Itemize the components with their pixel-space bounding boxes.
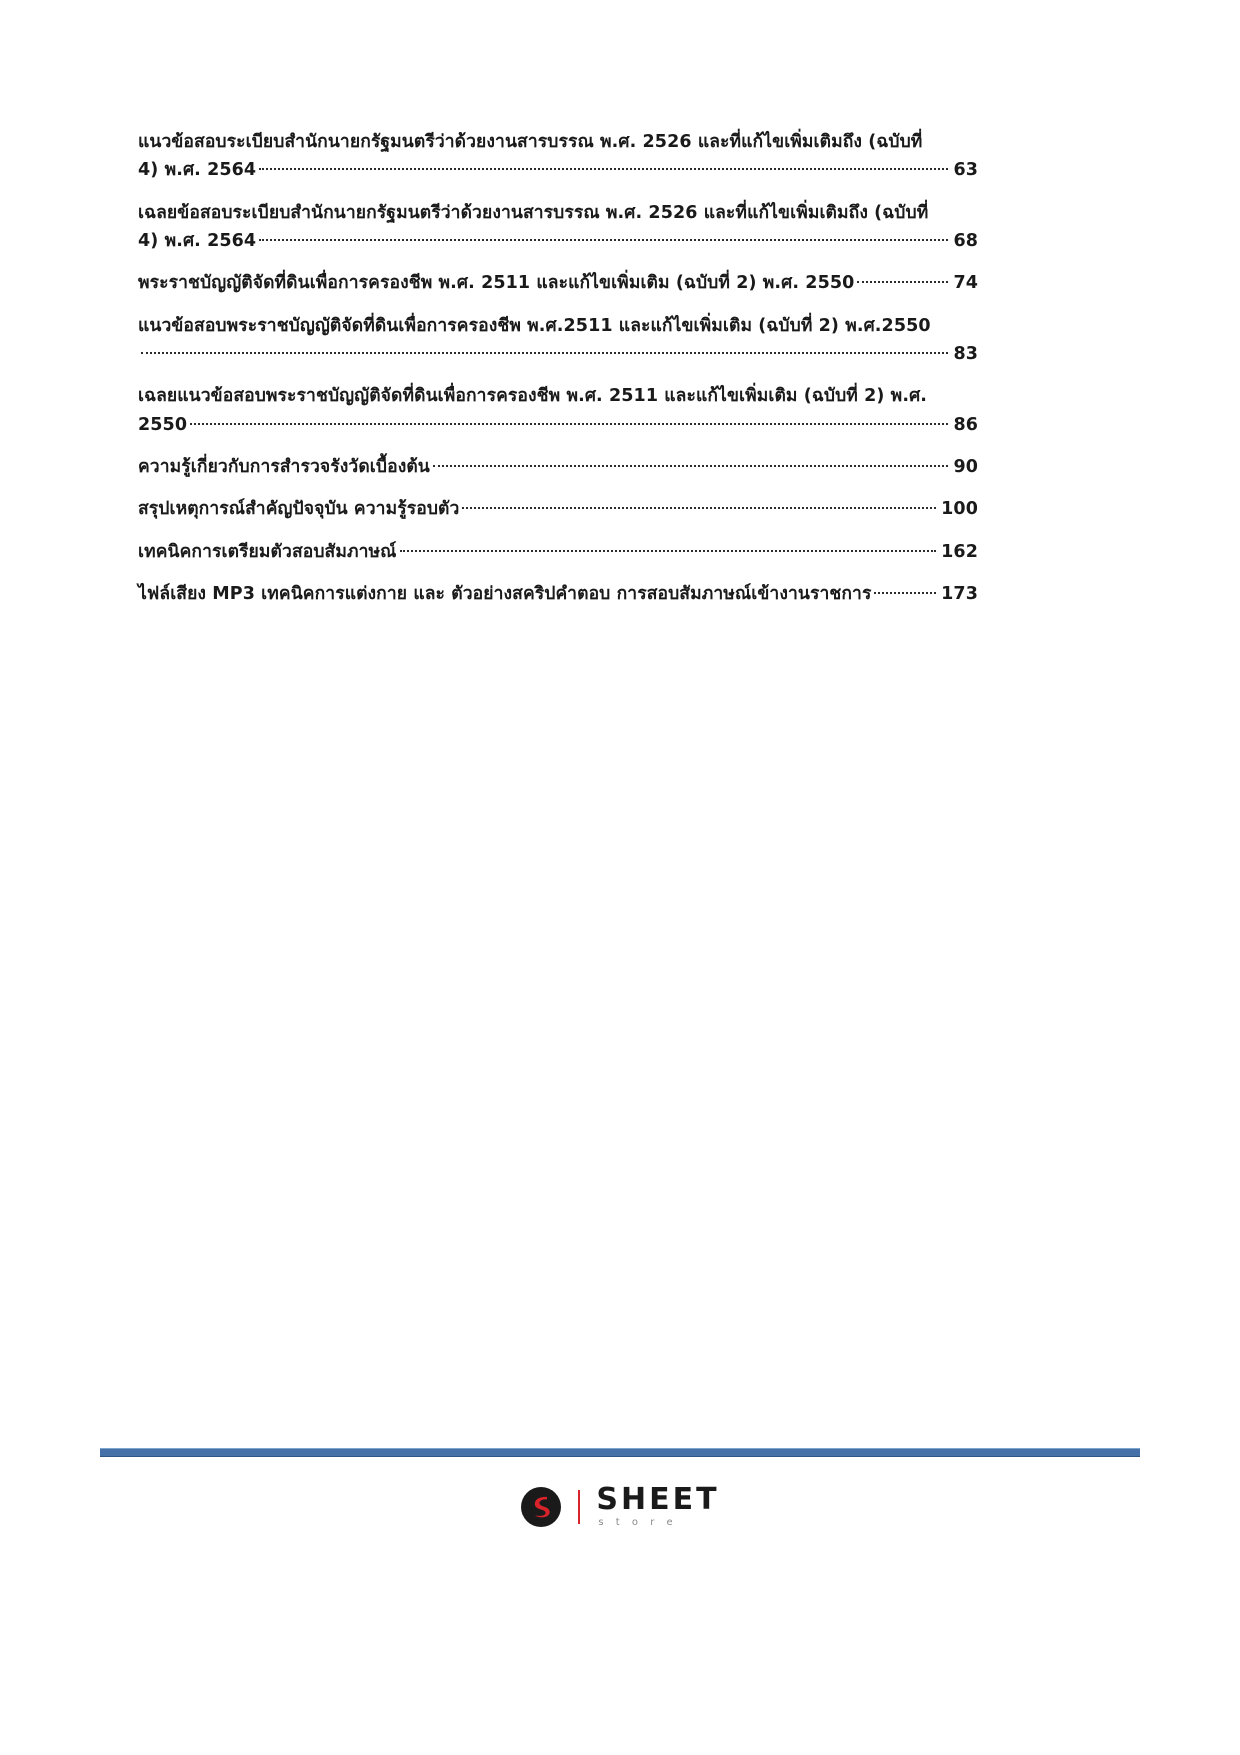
toc-leader-dots — [462, 507, 936, 509]
toc-entry-title: สรุปเหตุการณ์สำคัญปัจจุบัน ความรู้รอบตัว — [138, 499, 460, 520]
logo-wordmark — [596, 1482, 720, 1528]
toc-entry-title: เฉลยข้อสอบระเบียบสำนักนายกรัฐมนตรีว่าด้วยงานสารบรรณ พ.ศ. 2526 และที่แก้ไขเพิ่มเติมถึง (ฉบับที่ — [138, 202, 929, 223]
toc-entry[interactable] — [138, 453, 978, 481]
toc-leader-dots — [400, 550, 937, 552]
toc-leader-dots — [141, 352, 948, 354]
toc-entry[interactable] — [138, 538, 978, 566]
toc-page-number: 86 — [953, 414, 978, 435]
toc-page-number: 83 — [953, 344, 978, 365]
toc-entry-title-cont: 4) พ.ศ. 2564 — [138, 160, 257, 181]
toc-page-number: 74 — [953, 273, 978, 294]
toc-entry-title: พระราชบัญญัติจัดที่ดินเพื่อการครองชีพ พ.ศ. 2511 และแก้ไขเพิ่มเติม (ฉบับที่ 2) พ.ศ. 2550 — [138, 273, 855, 294]
toc-page-number: 90 — [953, 457, 978, 478]
footer-divider-bar — [100, 1448, 1140, 1457]
toc-entry[interactable] — [138, 382, 978, 439]
toc-entry-title: แนวข้อสอบพระราชบัญญัติจัดที่ดินเพื่อการครองชีพ พ.ศ.2511 และแก้ไขเพิ่มเติม (ฉบับที่ 2) พ.ศ.2550 — [138, 315, 931, 336]
toc-entry-title: ไฟล์เสียง MP3 เทคนิคการแต่งกาย และ ตัวอย่างสคริปคำตอบ การสอบสัมภาษณ์เข้างานราชการ — [138, 584, 872, 605]
toc-leader-dots — [190, 423, 948, 425]
toc-leader-dots — [433, 465, 949, 467]
toc-entry-title: เทคนิคการเตรียมตัวสอบสัมภาษณ์ — [138, 541, 397, 562]
toc-entry-tail — [138, 340, 978, 368]
footer-logo — [0, 1482, 1240, 1528]
toc-leader-dots — [259, 168, 948, 170]
toc-entry-title-cont: 2550 — [138, 414, 188, 435]
toc-page-number: 173 — [941, 584, 978, 605]
toc-page-number: 162 — [941, 541, 978, 562]
toc-entry-title: ความรู้เกี่ยวกับการสำรวจรังวัดเบื้องต้น — [138, 457, 430, 478]
toc-entry[interactable] — [138, 128, 978, 185]
toc-page-number: 100 — [941, 499, 978, 520]
toc-page-number: 63 — [953, 160, 978, 181]
toc-leader-dots — [259, 239, 948, 241]
table-of-contents — [138, 128, 978, 622]
logo-sub-text: s t o r e — [598, 1517, 678, 1528]
toc-entry-title: แนวข้อสอบระเบียบสำนักนายกรัฐมนตรีว่าด้วยงานสารบรรณ พ.ศ. 2526 และที่แก้ไขเพิ่มเติมถึง (ฉบับที่ — [138, 132, 923, 152]
toc-entry[interactable] — [138, 199, 978, 256]
toc-leader-dots — [857, 281, 948, 283]
toc-entry-tail — [138, 227, 978, 255]
toc-entry-tail — [138, 156, 978, 184]
toc-entry[interactable] — [138, 495, 978, 523]
toc-entry-title: เฉลยแนวข้อสอบพระราชบัญญัติจัดที่ดินเพื่อการครองชีพ พ.ศ. 2511 และแก้ไขเพิ่มเติม (ฉบับที่ 2) พ.ศ. — [138, 386, 928, 407]
logo-divider — [578, 1490, 580, 1524]
toc-leader-dots — [874, 592, 936, 594]
toc-entry[interactable] — [138, 312, 978, 369]
logo-main-text: SHEET — [596, 1482, 720, 1517]
toc-entry-title-cont: 4) พ.ศ. 2564 — [138, 231, 257, 252]
toc-page-number: 68 — [953, 231, 978, 252]
toc-entry[interactable] — [138, 269, 978, 297]
toc-entry-tail — [138, 411, 978, 439]
toc-entry[interactable] — [138, 580, 978, 608]
sheet-store-logo-icon — [520, 1486, 562, 1528]
